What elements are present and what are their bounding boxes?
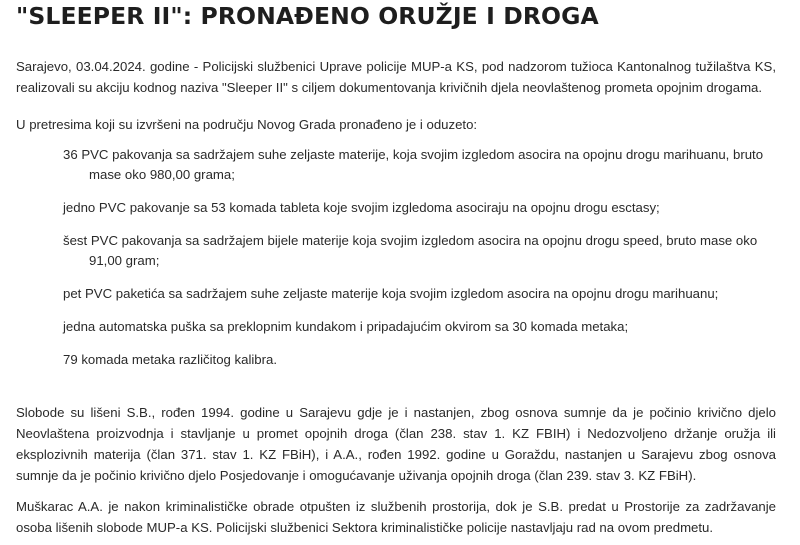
list-item: šest PVC pakovanja sa sadržajem bijele materije koja svojim izgledom asocira na opojnu drogu speed, bruto mase oko 91,00 gram; xyxy=(63,233,758,268)
arrests-paragraph: Slobode su lišeni S.B., rođen 1994. godine u Sarajevu gdje je i nastanjen, zbog osnova sumnje da je počinio krivično djelo Neovlaštena proizvodnja i stavljanje u promet opojnih droga (član 238. stav 1. KZ FBIH) i Nedozvoljeno držanje oružja ili eksplozivnih materija (član 371. stav 1. KZ FBiH), i A.A., rođen 1992. godine u Goraždu, nastanjen u Sarajevu zbog osnova sumnje da je počinio krivično djelo Posjedovanje i omogućavanje uživanja opojnih droga (član 239. stav 3. KZ FBiH). xyxy=(16,405,776,483)
list-item: 79 komada metaka različitog kalibra. xyxy=(63,352,278,367)
seized-items-list xyxy=(63,145,775,383)
search-intro-paragraph: U pretresima koji su izvršeni na području Novog Grada pronađeno je i oduzeto: xyxy=(16,117,478,132)
list-item: 36 PVC pakovanja sa sadržajem suhe zeljaste materije, koja svojim izgledom asocira na opojnu drogu marihuanu, bruto mase oko 980,00 grama; xyxy=(63,147,764,182)
list-item: pet PVC paketića sa sadržajem suhe zeljaste materije koja svojim izgledom asocira na opojnu drogu marihuanu; xyxy=(63,286,719,301)
list-item: jedna automatska puška sa preklopnim kundakom i pripadajućim okvirom sa 30 komada metaka; xyxy=(63,319,629,334)
intro-paragraph: Sarajevo, 03.04.2024. godine - Policijski službenici Uprave policije MUP-a KS, pod nadzorom tužioca Kantonalnog tužilaštva KS, realizovali su akciju kodnog naziva "Sleeper II" s ciljem dokumentovanja krivičnih djela neovlaštenog prometa opojnim drogama. xyxy=(16,59,776,95)
article-headline: "SLEEPER II": PRONAĐENO ORUŽJE I DROGA xyxy=(16,2,599,30)
news-article xyxy=(16,0,784,535)
list-item: jedno PVC pakovanje sa 53 komada tableta koje svojim izgledoma asociraju na opojnu drogu esctasy; xyxy=(63,200,660,215)
closing-paragraph: Muškarac A.A. je nakon kriminalističke obrade otpušten iz službenih prostorija, dok je S.B. predat u Prostorije za zadržavanje osoba lišenih slobode MUP-a KS. Policijski službenici Sektora kriminalističke policije nastavljaju rad na ovom predmetu. xyxy=(16,499,776,535)
